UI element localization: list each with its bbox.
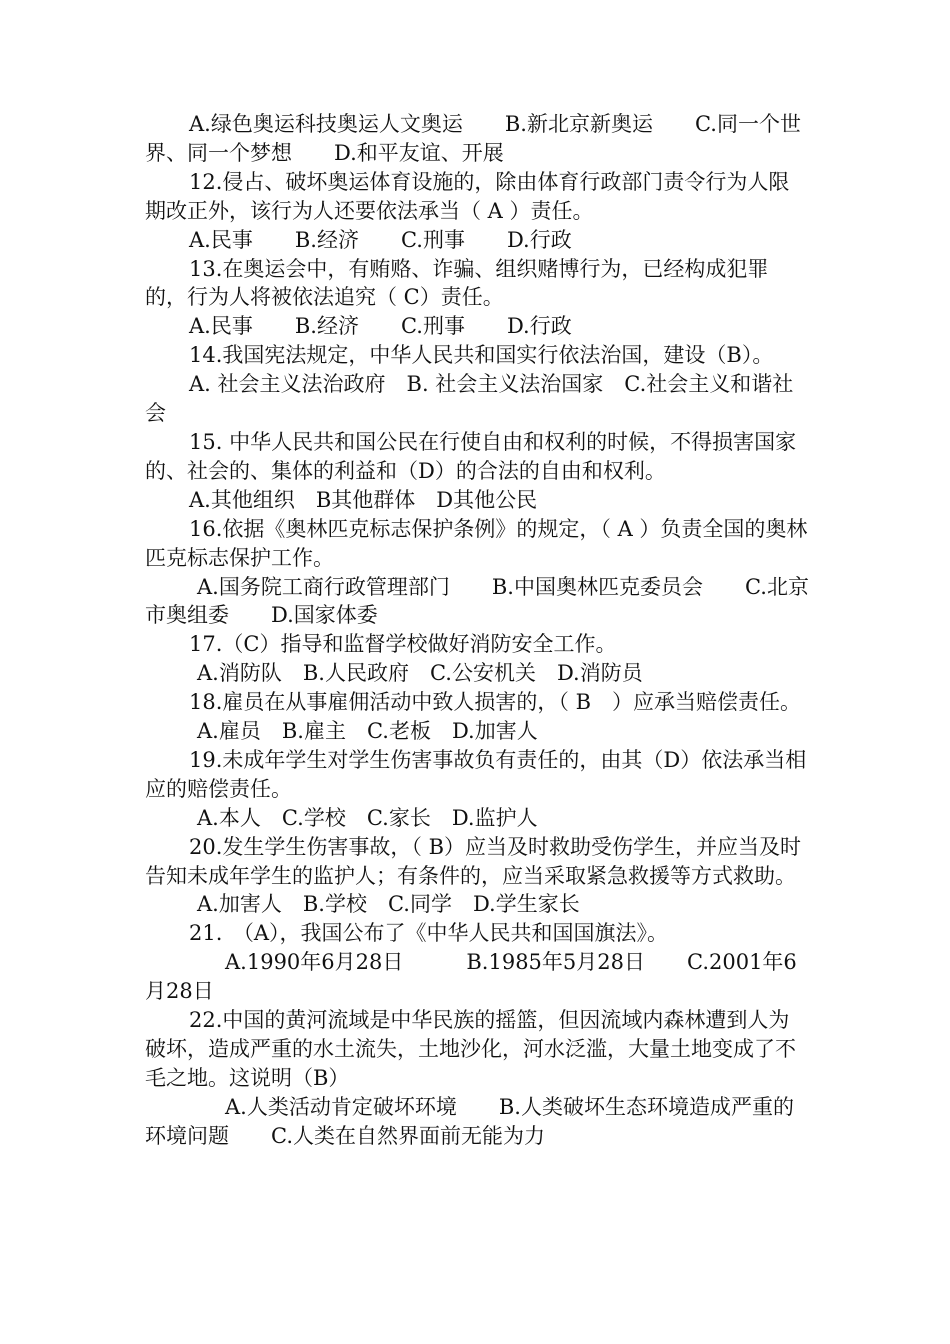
question-paragraph: 20.发生学生伤害事故，（ B）应当及时救助受伤学生，并应当及时告知未成年学生的监护人；有条件的，应当采取紧急救援等方式救助。 xyxy=(145,834,802,888)
options-paragraph: A.民事 B.经济 C.刑事 D.行政 xyxy=(189,314,572,339)
question-paragraph: 18.雇员在从事雇佣活动中致人损害的，（ B ）应承当赔偿责任。 xyxy=(189,690,802,715)
question-paragraph: 19.未成年学生对学生伤害事故负有责任的，由其（D）依法承当相应的赔偿责任。 xyxy=(145,747,807,801)
options-paragraph: A.国务院工商行政管理部门 B.中国奥林匹克委员会 C.北京市奥组委 D.国家体委 xyxy=(145,574,809,628)
options-paragraph: A.本人 C.学校 C.家长 D.监护人 xyxy=(197,805,538,830)
options-paragraph: A.民事 B.经济 C.刑事 D.行政 xyxy=(189,227,572,252)
question-paragraph: 12.侵占、破坏奥运体育设施的，除由体育行政部门责令行为人限期改正外，该行为人还要依法承当（ A ）责任。 xyxy=(145,169,790,223)
options-paragraph: A.加害人 B.学校 C.同学 D.学生家长 xyxy=(197,892,580,917)
question-paragraph: 17.（C）指导和监督学校做好消防安全工作。 xyxy=(189,632,617,657)
question-paragraph: 14.我国宪法规定，中华人民共和国实行依法治国，建设（B）。 xyxy=(189,343,774,368)
options-paragraph: A. 社会主义法治政府 B. 社会主义法治国家 C.社会主义和谐社会 xyxy=(145,372,794,426)
options-paragraph: A.雇员 B.雇主 C.老板 D.加害人 xyxy=(197,719,538,744)
question-paragraph: 22.中国的黄河流域是中华民族的摇篮，但因流域内森林遭到人为破坏，造成严重的水土流失，土地沙化，河水泛滥，大量土地变成了不毛之地。这说明（B） xyxy=(145,1008,796,1090)
options-paragraph: A.人类活动肯定破坏环境 B.人类破坏生态环境造成严重的环境问题 C.人类在自然界面前无能为力 xyxy=(145,1094,794,1148)
question-paragraph: 21. （A），我国公布了《中华人民共和国国旗法》。 xyxy=(189,921,669,946)
options-paragraph: A.消防队 B.人民政府 C.公安机关 D.消防员 xyxy=(197,661,643,686)
question-paragraph: 13.在奥运会中，有贿赂、诈骗、组织赌博行为，已经构成犯罪的，行为人将被依法追究（ C）责任。 xyxy=(145,256,769,310)
question-paragraph: 15. 中华人民共和国公民在行使自由和权利的时候，不得损害国家的、社会的、集体的利益和（D）的合法的自由和权利。 xyxy=(145,429,797,483)
options-paragraph: A.1990年6月28日 B.1985年5月28日 C.2001年6月28日 xyxy=(145,950,797,1004)
options-paragraph: A.其他组织 B其他群体 D其他公民 xyxy=(189,487,538,512)
question-paragraph: 16.依据《奥林匹克标志保护条例》的规定，（ A ）负责全国的奥林匹克标志保护工作。 xyxy=(145,516,808,570)
document-page xyxy=(145,110,810,1151)
options-paragraph: A.绿色奥运科技奥运人文奥运 B.新北京新奥运 C.同一个世界、同一个梦想 D.和平友谊、开展 xyxy=(145,112,801,165)
